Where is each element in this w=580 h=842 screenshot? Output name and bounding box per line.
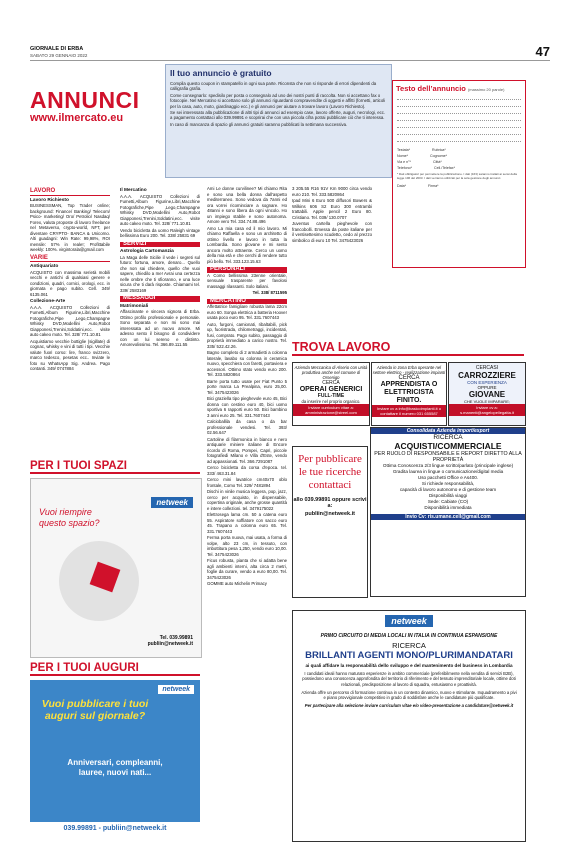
coupon-title xyxy=(396,84,522,93)
classified-text: Acquistiamo vecchie bottiglie (sigillate) di cognac, whisky e vini di tutti i tipi. Vecchie valute fuori corso: lire, franco svizzero, marco tedesco, pesetas ecc.. Inviate le foto su WhatsApp Sig. Andrea. Pago contanti. 349/ 0747884 xyxy=(30,338,110,371)
netweek-p1: I candidati ideali hanno maturato esperienze in ambito commerciale (preferibilmente nella vendita di servizi B2B), possiedono una conoscenza approfondita del territorio di riferimento e del tessuto imprenditoriale locale, ottime doti relazionali, predisposizione al lavoro di squadra, entusiasmo e proattività. xyxy=(302,671,516,687)
annunci-url[interactable]: www.ilmercato.eu xyxy=(30,112,124,124)
column-2 xyxy=(120,186,200,349)
section-personali: PERSONALI xyxy=(207,267,287,273)
puzzle-piece-icon xyxy=(90,562,121,593)
classified-item: Cartoline di filarmonica in bianco e nero antiquarie miniere italiane di Encore ricordo di Roma, Pompei, Capri, piccole fotografiedi Milano e Villa d'Este, vendo ad appassionati. Tel. 366.7291087 xyxy=(207,436,287,464)
publish-email[interactable]: publiin@netweek.it xyxy=(305,511,355,517)
netweek-logo: netweek xyxy=(151,497,193,508)
netweek-p3: Per partecipare alla selezione inviare curriculum vitae e/o video-presentazione a candidature@netweek.it xyxy=(304,703,514,709)
classified-text: BUSINESSMAN, Top Trader online; background: Finance/ Banking/ Telecom/ Psico- marketing/ Oro/ Petrolio/ Nasdaq/ Forex, valuta proposte di lavoro freelance nel Metaverso, crypto-world, NFT, per diventare CRYPTO- BANCA & Unicorno. Alti guadagni: Win Rate: 99,98%, ROI mensile: 57% in reale!; Profittabile weekly: 100%. virgintorala@gmail.com xyxy=(30,203,110,252)
field-via[interactable]: Via e n°* xyxy=(397,160,411,164)
section-tuoi-auguri: PER I TUOI AUGURI xyxy=(30,662,200,676)
ad-netweek-agenti[interactable] xyxy=(292,610,526,842)
promo-email[interactable]: publiin@netweek.it xyxy=(147,641,193,647)
netweek-role: BRILLANTI AGENTI MONO/PLURIMANDATARI xyxy=(305,650,513,661)
job-company: Azienda Meccanica di Alserio con unità produttiva anche nel comune di Orsenigo xyxy=(294,365,368,380)
field-telefono[interactable]: Telefono* xyxy=(397,166,412,170)
trova-lavoro-title: TROVA LAVORO xyxy=(292,340,524,356)
classified-item: Elettrosega lama cm. 50 a catena euro 55. Aspiratore soffiatore con sacco euro 45. Trapano a colonna euro 65. Tel. 331.7607443 xyxy=(207,512,287,534)
text-line[interactable] xyxy=(397,141,521,142)
classified-text: Ipad Mini 6 Euro 500 diffusori Bowers & Wilkins 606 S2 Euro 300 entrambi trattabili. Apple pencil 2 Euro 80. Cristiano. Tel. 039/ 130.0707 xyxy=(292,198,372,220)
issue-date: SABATO 29 GENNAIO 2022 xyxy=(30,53,88,58)
classified-item: Affettatrice famigliare robusta lama 22cm euro 60. Sonpa elettrica a batteria Hoover usata poco euro 95. Tel. 331.7607443 xyxy=(207,304,287,320)
cons-line: capacità di lavoro autonomo e di gestione team xyxy=(399,487,497,492)
job-role: APPRENDISTA O ELETTRICISTA FINITO. xyxy=(380,381,438,404)
job-company: Azienda in zona Erba operante nel settore elettrico - realizzazione impianti xyxy=(372,365,446,375)
classified-item: GOMME auto Michelin Primacy xyxy=(207,581,267,586)
field-nome[interactable]: Nome* xyxy=(397,154,408,158)
cons-role: ACQUISTI/COMMERCIALE xyxy=(394,441,502,451)
classified-item: Ferma porta nuova, mai usata, a forma di volpe, alto 23 cm, in tessuto, con imbottitura pesa 1,250, vendo euro 10,00. Tel. 3475423026 xyxy=(207,535,287,557)
promo-contact xyxy=(148,635,193,647)
job-operai[interactable] xyxy=(292,362,370,426)
job-contact-label: Inviare cv a: xyxy=(476,405,498,410)
paper-name: GIORNALE DI ERBA xyxy=(30,46,84,52)
netweek-ricerca: RICERCA xyxy=(392,641,426,650)
cons-contact[interactable]: Invio Cv: ris.umane.cell@gmail.com xyxy=(371,514,525,520)
text-line[interactable] xyxy=(397,106,521,107)
classified-item: Barre porta tutto usate per Fiat Punto 5 porte marca La Prealpina, euro 25,00. Tel. 3475423026 xyxy=(207,378,287,395)
trova-lavoro xyxy=(292,340,524,356)
cons-ricerca: RICERCA xyxy=(433,434,463,441)
free-ad-box xyxy=(165,64,392,178)
classified-item: Bagno completo di 2 armadietti a colonna laterale, lavabo su colonna in ceramica nuovo, specchiera con faretti, portaviera e accessori. Ottimo stato vendo euro 200. Tel. 333.5820864 xyxy=(207,350,288,377)
job-carrozziere[interactable] xyxy=(448,362,526,426)
job-requirement: CON ESPERIENZA xyxy=(467,380,507,385)
auguri-subtitle: Anniversari, compleanni, lauree, nuovi nati... xyxy=(67,758,163,777)
cons-head: Consolidata Azienda import/export xyxy=(371,428,525,434)
column-1 xyxy=(30,186,110,373)
classified-text: 3 205.55 R16 91V Km 9000 circa vendo euro 210. Tel. 333.5820864 xyxy=(292,186,372,197)
annunci-banner xyxy=(30,88,158,132)
job-contact-email[interactable]: s.manenti@angelopellegatta.it xyxy=(460,410,514,415)
coupon-title-text: Testo dell’annuncio xyxy=(396,84,466,93)
column-4 xyxy=(292,186,372,244)
section-mercatino: MERCATINO xyxy=(207,299,287,305)
publish-title: Per pubblicare le tue ricerche contattaci xyxy=(298,453,362,491)
field-row xyxy=(397,166,521,170)
section-tuoi-spazi: PER I TUOI SPAZI xyxy=(30,460,200,474)
cons-line: Ottima Conoscenza 2/3 lingue scritto/parlato (principale inglese) xyxy=(382,463,514,468)
field-row xyxy=(397,148,521,152)
job-role: CARROZZIERE xyxy=(458,371,516,380)
cons-line: Uso pacchetti Office e As400. xyxy=(417,475,479,480)
text-line[interactable] xyxy=(397,134,521,135)
field-row xyxy=(397,184,521,188)
cons-line: Si richiede responsabilità, xyxy=(421,481,475,486)
free-ad-line: In caso di mancanza di spazio gli annunci gratuiti saranno pubblicati la settimana successiva. xyxy=(170,121,348,127)
mercatino-list xyxy=(207,304,287,587)
cons-line: Disponibilità viaggi xyxy=(428,493,468,498)
field-citta[interactable]: Città* xyxy=(432,160,442,164)
netweek-p2: Azienda offre un percorso di formazione continua in un contesto dinamico, nuovo e stimolante. Inquadramento a pivi e piano provvigionale competitivo in grado di soddisfare anche le candidature più qualificate. xyxy=(301,689,517,701)
ad-acquisti-commerciale[interactable] xyxy=(370,427,526,597)
ad-coupon-form xyxy=(392,80,526,268)
classified-text: ACQUISTO con massima serietà mobili vecchi e antichi di qualsiasi genere e condizioni, quadri, cornici, orologi, ecc. in giornata e pago subito. Cell. 349/ 6135.061 xyxy=(30,269,110,297)
classified-text: Ami Le donne curvilinee? Mi chiamo Rita e sono una bella donna dall'aspetto mediterraneo. Sono vedova da 7anni ed ora vorrei ricominciare a sognare. Ho 48anni e sono libera da ogni vincolo. Ho un impiego stabile e sono autonoma. Amore vero Tel. 334.74.88.496 xyxy=(207,186,287,224)
section-varie: VARIE xyxy=(30,256,110,263)
netweek-head: PRIMO CIRCUITO DI MEDIA LOCALI IN ITALIA IN CONTINUA ESPANSIONE xyxy=(320,633,498,639)
job-or: OPPURE xyxy=(477,385,497,390)
classified-item: Bici graziella tipo pieghevole euro 45, Bici donna con cestino euro 40, bici uomo sportiva 6 rapporti euro 50. Bici bambino 3 anni euro 25. Tel. 331.7607443 xyxy=(207,396,287,418)
job-contact[interactable]: Inviare curriculum vitae a: amministrazione@streel.com xyxy=(293,404,369,416)
free-ad-line: Se sei interessato alla pubblicazione di altri tipi di annunci ad esempio case, lavoro offerte, auguri, necrologi, ecc. a pagamento contattaci allo 039.99891 e scoprirai che con una piccola cifra potrai pubblicare ciò che ti interessa. xyxy=(170,110,386,121)
classified-text: A.A.A. ACQUISTO Collezioni di Fumetti,Album Figurine,Libri,Macchine Fotografiche,Pipe ,Lego,Champagne Whisky DVD,Modellini Auto,Robot Giapponesi,Trenini,Soldatini,ecc. visite auto cakeo moto. Tel. 328/ 771.10.81 xyxy=(30,304,110,337)
cons-sub: PER RUOLO DI RESPONSABILE E REPORT DIRETTO ALLA PROPRIETÀ xyxy=(374,451,522,463)
field-testata[interactable]: Testata* xyxy=(397,148,410,152)
classified-text: Amo La mia casa ed il mio lavoro. Mi chiamo Raffaella e sono un architetto di ottimo livello e lavoro in tutta la Lombardia. Sono giovane e mi sento ancora molto attraente. Cerco un uomo della mia età e che cerchi di rendere tutto più bello. Tel. 333.123.15.63 xyxy=(207,225,287,264)
classified-item: Cerco bicicletta da corsa d'epoca. tel. 333/ 463.31.84 xyxy=(207,465,287,476)
promo-question: Vuoi riempire questo spazio? xyxy=(39,507,100,528)
sub-collezione: Collezione-Arte xyxy=(30,299,66,304)
page-number: 47 xyxy=(535,44,550,59)
text-line[interactable] xyxy=(397,127,521,128)
classified-item: Ficus robusta, pianta che si adatta bene agli ambienti interni, alta circa 2 metri, foglie da curare, vendo a euro 80,00. Tel. 3475423026 xyxy=(207,558,287,580)
puzzle-image xyxy=(59,541,139,621)
publish-phone: allo 039.99891 oppure scrivi a: xyxy=(293,497,367,509)
auguri-footer: 039.99891 - publiin@netweek.it xyxy=(30,822,200,836)
coupon-privacy-note: * Dati obbligatori per permettere la pubblicazione. I dati (163) saranno trattati ai sensi della legge 196 del 2003. I dati verranno utilizzati per la sola gestione degli annunci. xyxy=(397,172,517,180)
auguri-title: Vuoi pubblicare i tuoi auguri sul giornale? xyxy=(41,698,149,722)
classified-text: Vendo bicicletta da uomo Raleigh vintage bellissima Euro 200. Tel. 338/ 25831 69 xyxy=(120,227,200,238)
sub-astrologia: Astrologia Cartomanzia xyxy=(120,249,174,254)
netweek-desc: ai quali affidare la responsabilità dello sviluppo e del mantenimento del business in Lombardia xyxy=(305,663,513,668)
column-3 xyxy=(207,186,287,588)
personali-phone: Tel. 338/ 8711595 xyxy=(252,290,287,295)
job-role: OPERAI GENERICI xyxy=(299,386,363,393)
promo-spazi[interactable] xyxy=(30,478,202,658)
coupon-hint: (massimo 20 parole) xyxy=(467,87,505,92)
job-cercasi: CERCASI xyxy=(475,365,499,371)
page-header xyxy=(30,44,550,61)
sub-antiquariato: Antiquariato xyxy=(30,264,59,269)
job-type: FULL-TIME xyxy=(317,393,345,399)
job-cerca: CERCA xyxy=(398,375,420,381)
job-cerca: CERCA xyxy=(322,380,340,386)
job-elettricista[interactable] xyxy=(371,362,447,426)
free-ad-line: Come consegnarlo: spedisilo per posta o consegnalo ad uno dei nostri punti di raccolta. Non si accettano fax o fotocopie. Nel Mercatino si accettano solo gli annunci riguardanti compravendite di oggetti e affitti (fornetti, articoli per la casa, auto, moto, giardinaggio ecc.) e gli annunci per aiutare a trovare lavoro (Lavoro Richiesto). xyxy=(170,92,386,109)
field-firma[interactable]: Firma* xyxy=(428,183,439,188)
job-contact[interactable] xyxy=(449,404,525,416)
cons-line: Sede: Cabiate (CO) xyxy=(427,499,469,504)
section-servizi: SERVIZI xyxy=(120,242,200,248)
field-row xyxy=(397,160,521,164)
text-line[interactable] xyxy=(397,113,521,114)
job-role-2: GIOVANE xyxy=(468,390,506,399)
promo-phone: Tel. 039.99891 xyxy=(159,635,193,641)
classified-item: Auto, furgoni, camionati, ribaltabili, pick up, fuoristrada, chilometraggi, incidentati, fusi, comprato. Pago subito, passaggio di proprietà immediato a carico nostro. Tel. 335/ 522.42.26. xyxy=(207,321,287,349)
classified-item: Cerco mini lavatrice cm40x70 oblo frontale, Como Tel. 329/ 7481894 xyxy=(207,477,287,488)
section-lavoro: LAVORO xyxy=(30,189,110,196)
sub-lavoro-richiesto: Lavoro Richiesto xyxy=(30,197,69,203)
free-ad-title: Il tuo annuncio è gratuito xyxy=(170,68,272,78)
job-note: da inserire nel proprio organico. xyxy=(301,399,361,404)
text-line[interactable] xyxy=(397,99,521,100)
section-messaggi: MESSAGGI xyxy=(120,296,200,302)
classified-text: Juventus cartella pieghevole con francobolli. Emessa da poste italiane per il ventisettesimo scudetto, cedo al prezzo simbolico di euro 10 Tel. 3475423026 xyxy=(292,221,372,243)
classified-text: Affascinante e sincera signora di Erba. Ottimo profilo professionale e personale. Sono separata e non mi sono mai interessata ad un nuovo amore. Mi adesso sento il bisogno di condividere con un lui sereno e distinto. Amorevolissimo. Tel. 366.89.111.55 xyxy=(120,309,200,347)
field-data[interactable]: Data* xyxy=(397,183,406,188)
field-cell[interactable]: Cell./Telefax* xyxy=(434,166,455,170)
job-contact[interactable]: Inviare cv a info@basicoimpianti.it o contattare il numero 031 655587 xyxy=(372,405,446,417)
classified-text: A Como bellissima 23enne orientale, sensuale trasparente per favolosi massaggi rilassanti. Solo italiani. xyxy=(207,272,287,289)
publish-box[interactable] xyxy=(292,446,368,598)
annunci-title: ANNUNCI xyxy=(30,87,140,113)
classified-item: Calcioballila da casa o da bar professionale vendesi. Tel. 393/ 02.56.647 xyxy=(207,419,287,435)
job-note: CHE VUOLE IMPARARE; xyxy=(464,399,510,404)
sub-matrimoniali: Matrimoniali xyxy=(120,303,149,309)
classified-text: La Maga delle Sicilie il vede i segreti sul futuro: fortuna, amore, denaro... Quello che non sai chiedere, quello che vuoi sapere, chiedilo a me! Avrai una certezza nelle ombre che ti sfioranno, e una luce sicura che ti darà risposte. Chiamami tel. 339/ 2583169 xyxy=(120,254,200,293)
field-cognome[interactable]: Cognome* xyxy=(430,154,447,158)
text-line[interactable] xyxy=(397,120,521,121)
netweek-logo: netweek xyxy=(385,615,433,627)
classified-item: Dischi in vinile musica leggera, pop, jazz, cerco per acquisto, in dispensabile, copertina originale, anche grosse quantità e intere collezioni. tel. 3479175022 xyxy=(207,489,287,511)
sub-mercatino: Il Mercatino xyxy=(120,188,147,193)
classified-text: A.A.A. ACQUISTO Collezioni di Fumetti,Album Figurine,Libri,Macchine Fotografiche,Pipe ,Lego,Champagne Whisky DVD,Modellini Auto,Robot Giapponesi,Trenini,Soldatini,ecc. visite auto cakeo moto. Tel. 328/ 771.10.81 xyxy=(120,193,200,226)
field-row xyxy=(397,154,521,158)
cons-line: Gradita laurea in lingue o comunicazione/digital media xyxy=(392,469,504,474)
free-ad-line: Compila questo coupon in stampatello in ogni sua parte. Riconsta che non si risponde di errori dipendenti da calligrafia grafia. xyxy=(170,81,377,92)
cons-line: Disponibilità immediata xyxy=(424,505,472,510)
promo-auguri[interactable] xyxy=(30,680,200,836)
netweek-logo: netweek xyxy=(158,685,194,694)
field-rubrica[interactable]: Rubrica* xyxy=(432,148,446,152)
